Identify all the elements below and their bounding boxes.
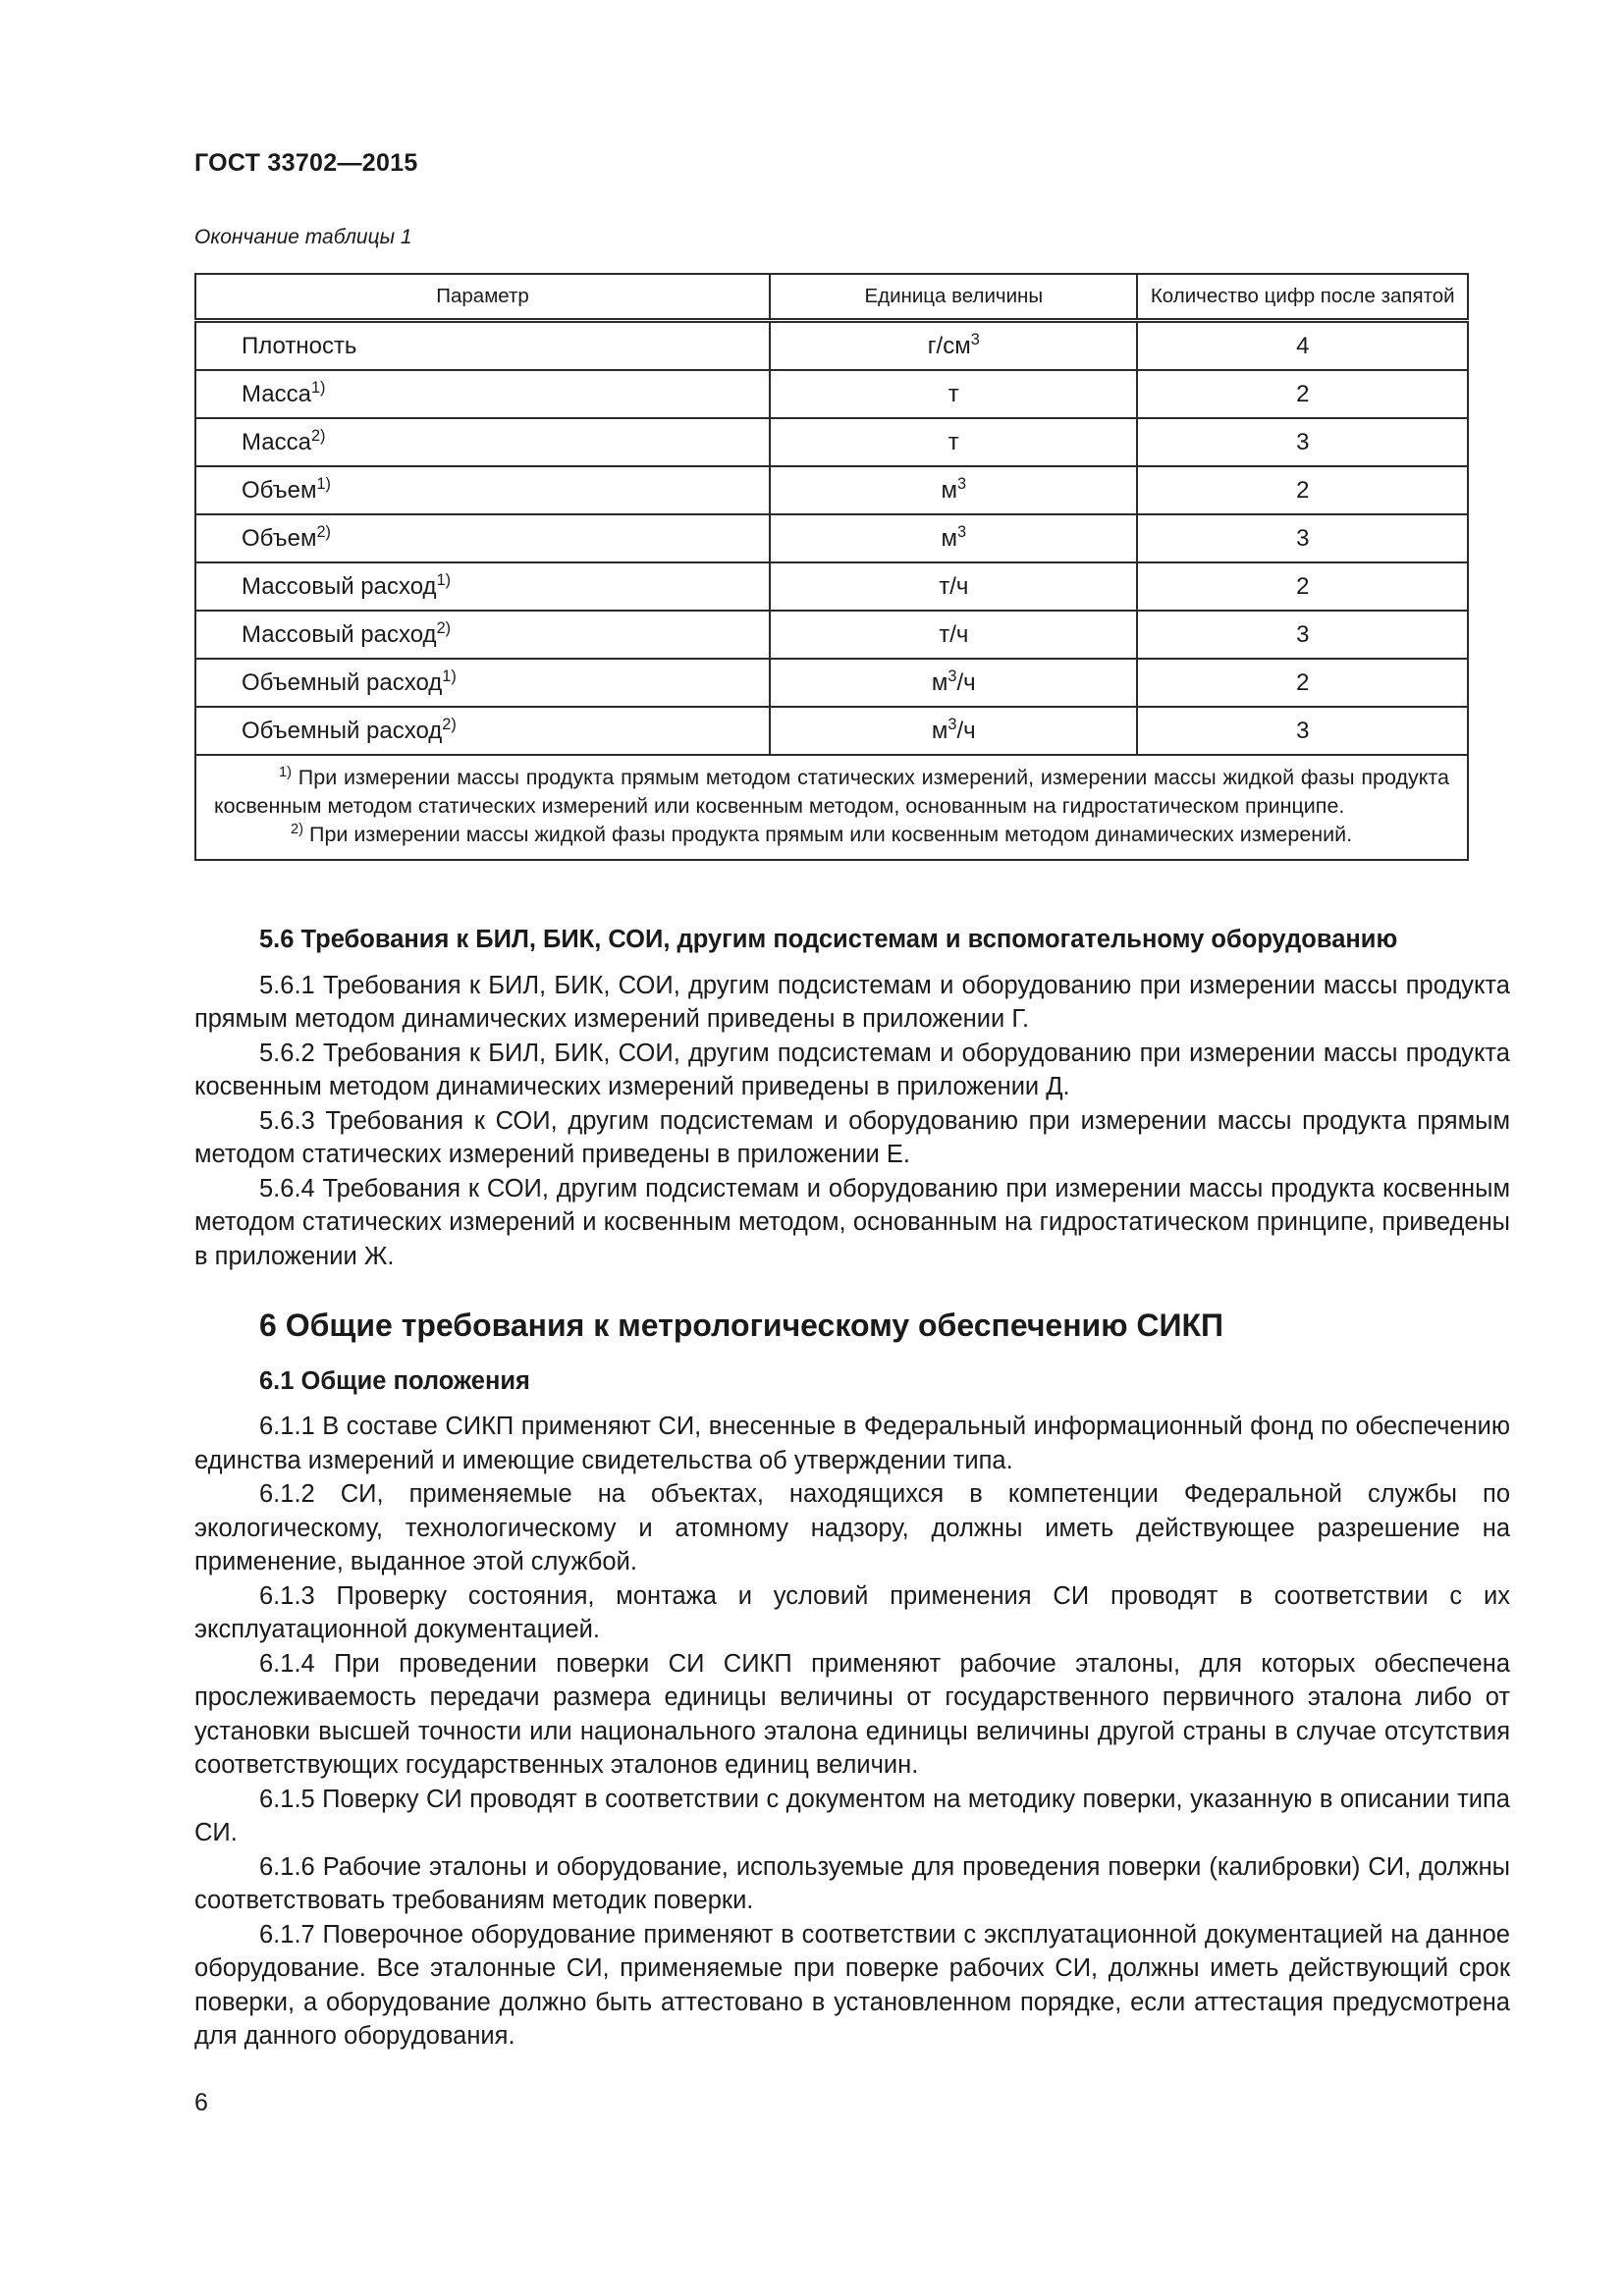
paragraph: 5.6.2 Требования к БИЛ, БИК, СОИ, другим подсистемам и оборудованию при измерении массы продукта косвенным методом динамических измерений приведены в приложении Д. — [194, 1039, 1510, 1100]
parameter-name: Объемный расход — [242, 668, 443, 696]
paragraph: 6.1.5 Поверку СИ проводят в соответствии с документом на методику поверки, указанную в описании типа СИ. — [194, 1785, 1510, 1846]
parameter-name: Массовый расход — [242, 620, 437, 648]
table-row — [195, 370, 1468, 418]
table-row — [195, 562, 1468, 611]
unit-base: т/ч — [939, 620, 969, 648]
digits-cell: 3 — [1137, 514, 1468, 562]
paragraph: 6.1.2 СИ, применяемые на объектах, находящихся в компетенции Федеральной службы по экологическому, технологическому и атомному надзору, должны иметь действующее разрешение на применение, выданное этой службой. — [194, 1480, 1510, 1575]
unit-cell — [770, 370, 1137, 418]
document-body — [194, 923, 1510, 2054]
table-row — [195, 611, 1468, 659]
unit-cell — [770, 418, 1137, 466]
digits-cell: 2 — [1137, 466, 1468, 514]
parameter-name: Масса — [242, 380, 311, 407]
parameter-name: Объемный расход — [242, 717, 443, 744]
paragraph: 6.1.4 При проведении поверки СИ СИКП применяют рабочие эталоны, для которых обеспечена прослеживаемость передачи размера единицы величины от государственного первичного эталона либо от установки высшей точности или национального эталона единицы величины другой страны в случае отсутствия соответствующих государственных эталонов единиц величин. — [194, 1649, 1510, 1779]
table-row — [195, 659, 1468, 707]
table-row — [195, 418, 1468, 466]
column-header-parameter: Параметр — [195, 274, 770, 321]
parameter-name: Масса — [242, 428, 311, 455]
parameter-footnote-mark: 2) — [316, 522, 331, 541]
unit-base: м — [931, 668, 948, 696]
unit-base: м — [931, 717, 948, 744]
unit-cell — [770, 707, 1137, 755]
parameter-footnote-mark: 2) — [436, 618, 452, 637]
note-mark: 2) — [291, 821, 303, 837]
parameter-footnote-mark: 2) — [310, 426, 326, 445]
digits-cell: 2 — [1137, 370, 1468, 418]
table-body — [195, 321, 1468, 756]
table-note-2 — [214, 821, 1449, 849]
note-text: При измерении массы продукта прямым методом статических измерений, измерении массы жидкой фазы продукта косвенным методом статических измерений или косвенным методом, основанным на гидростатическом принципе. — [214, 766, 1449, 818]
unit-cell — [770, 562, 1137, 611]
unit-exponent: 3 — [947, 667, 957, 685]
digits-cell: 3 — [1137, 611, 1468, 659]
page-number: 6 — [194, 2089, 208, 2116]
column-header-digits: Количество цифр после запятой — [1137, 274, 1468, 321]
paragraph: 5.6.4 Требования к СОИ, другим подсистемам и оборудованию при измерении массы продукта косвенным методом статических измерений и косвенным методом, основанным на гидростатическом принципе, приведены в приложении Ж. — [194, 1174, 1510, 1270]
parameter-footnote-mark: 1) — [310, 378, 326, 397]
parameter-name: Объем — [242, 524, 317, 552]
paragraph: 6.1.3 Проверку состояния, монтажа и условий применения СИ проводят в соответствии с их эксплуатационной документацией. — [194, 1581, 1510, 1643]
parameter-name: Объем — [242, 476, 317, 504]
parameter-cell — [195, 418, 770, 466]
digits-cell: 4 — [1137, 321, 1468, 371]
digits-cell: 3 — [1137, 418, 1468, 466]
unit-exponent: 3 — [957, 522, 967, 541]
table-row — [195, 321, 1468, 371]
paragraph: 5.6.3 Требования к СОИ, другим подсистемам и оборудованию при измерении массы продукта прямым методом статических измерений приведены в приложении Е. — [194, 1106, 1510, 1168]
unit-base: м — [941, 476, 957, 504]
table-header-row — [195, 274, 1468, 321]
unit-base: г/см — [927, 332, 971, 359]
unit-cell — [770, 611, 1137, 659]
unit-exponent: 3 — [970, 330, 980, 348]
table-note-1 — [214, 764, 1449, 821]
parameter-footnote-mark: 1) — [442, 667, 457, 685]
parameter-name: Плотность — [242, 332, 357, 359]
unit-exponent: 3 — [947, 715, 957, 733]
subsection-heading-6-1: 6.1 Общие положения — [259, 1366, 530, 1395]
table-caption: Окончание таблицы 1 — [194, 226, 412, 248]
note-text: При измерении массы жидкой фазы продукта прямым или косвенным методом динамических измерений. — [308, 823, 1353, 846]
unit-tail: /ч — [956, 668, 976, 696]
paragraph: 5.6.1 Требования к БИЛ, БИК, СОИ, другим подсистемам и оборудованию при измерении массы продукта прямым методом динамических измерений приведены в приложении Г. — [194, 971, 1510, 1033]
unit-cell — [770, 514, 1137, 562]
unit-exponent: 3 — [957, 474, 967, 493]
parameter-cell — [195, 321, 770, 371]
table-notes-row — [195, 755, 1468, 860]
parameter-cell — [195, 370, 770, 418]
column-header-unit: Единица величины — [770, 274, 1137, 321]
digits-cell: 2 — [1137, 659, 1468, 707]
unit-tail: /ч — [956, 717, 976, 744]
note-mark: 1) — [279, 764, 292, 780]
parameter-cell — [195, 562, 770, 611]
parameter-cell — [195, 514, 770, 562]
paragraph: 6.1.6 Рабочие эталоны и оборудование, используемые для проведения поверки (калибровки) СИ, должны соответствовать требованиям методик поверки. — [194, 1852, 1510, 1914]
digits-cell: 3 — [1137, 707, 1468, 755]
parameters-table — [194, 273, 1469, 861]
unit-cell — [770, 659, 1137, 707]
parameter-cell — [195, 659, 770, 707]
digits-cell: 2 — [1137, 562, 1468, 611]
parameter-cell — [195, 466, 770, 514]
document-header: ГОСТ 33702—2015 — [194, 149, 418, 177]
table-row — [195, 514, 1468, 562]
parameter-footnote-mark: 1) — [436, 570, 452, 589]
parameter-cell — [195, 707, 770, 755]
unit-base: т/ч — [939, 572, 969, 600]
table-row — [195, 707, 1468, 755]
section-heading-5-6: 5.6 Требования к БИЛ, БИК, СОИ, другим подсистемам и вспомогательному оборудованию — [259, 926, 1398, 953]
parameter-footnote-mark: 2) — [442, 715, 457, 733]
parameter-name: Массовый расход — [242, 572, 437, 600]
parameter-footnote-mark: 1) — [316, 474, 331, 493]
parameter-cell — [195, 611, 770, 659]
unit-cell — [770, 466, 1137, 514]
paragraph: 6.1.1 В составе СИКП применяют СИ, внесенные в Федеральный информационный фонд по обеспечению единства измерений и имеющие свидетельства об утверждении типа. — [194, 1413, 1510, 1474]
table-notes — [195, 755, 1468, 860]
paragraph: 6.1.7 Поверочное оборудование применяют в соответствии с эксплуатационной документацией на данное оборудование. Все эталонные СИ, применяемые при поверке рабочих СИ, должны иметь действующий срок поверки, а оборудование должно быть аттестовано в установленном порядке, если аттестация предусмотрена для данного оборудования. — [194, 1920, 1510, 2050]
unit-cell — [770, 321, 1137, 371]
unit-base: м — [941, 524, 957, 552]
section-heading-6: 6 Общие требования к метрологическому обеспечению СИКП — [259, 1308, 1224, 1343]
unit-base: т — [947, 428, 959, 455]
table-row — [195, 466, 1468, 514]
unit-base: т — [947, 380, 959, 407]
